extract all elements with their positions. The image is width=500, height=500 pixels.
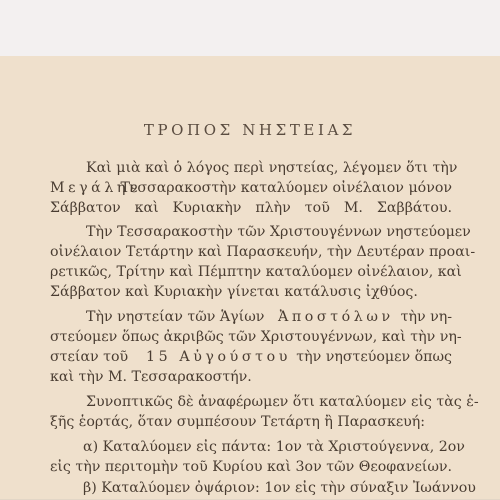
text-run: Τεσσαρακοστὴν καταλύομεν οἰνέλαιον μόνον (120, 180, 452, 196)
scanner-margin (0, 0, 500, 56)
paragraph-line (50, 394, 479, 411)
spaced-word: Μεγάλην (50, 180, 142, 196)
text-run: ρετικῶς, Τρίτην καὶ Πέμπτην καταλύομεν οἰνέλαιον, καὶ (50, 264, 462, 280)
document-title: ΤΡΟΠΟΣ ΝΗΣΤΕΙΑΣ (143, 121, 357, 139)
text-run: εἰς τὴν περιτομὴν τοῦ Κυρίου καὶ 3ον τῶν Θεοφανείων. (50, 459, 453, 475)
paragraph-line (50, 224, 471, 241)
paragraph-line (50, 284, 452, 301)
paragraph-line (50, 480, 476, 497)
text-run: Καὶ μιὰ καὶ ὁ λόγος περὶ νηστείας, λέγομεν ὅτι τὴν (86, 160, 458, 176)
text-run: Συνοπτικῶς δὲ ἀναφέρωμεν ὅτι καταλύομεν εἰς τὰς ἑ- (86, 394, 479, 410)
paragraph-line (50, 439, 465, 456)
text-run: καὶ τὴν Μ. Τεσσαρακοστήν. (50, 369, 252, 385)
text-run: στείαν τοῦ (50, 349, 129, 365)
paragraph-line (50, 200, 452, 217)
text-run: β) Καταλύομεν ὀψάριον: 1ον εἰς τὴν σύναξιν Ἰωάννου (83, 480, 476, 496)
paragraph-line (50, 459, 452, 476)
paragraph-line (50, 329, 462, 346)
paragraph-line (50, 414, 452, 431)
text-run: Τὴν Τεσσαρακοστὴν τῶν Χριστουγέννων νηστεύομεν (86, 224, 471, 240)
text-run: Σάββατον καὶ Κυριακὴν πλὴν τοῦ Μ. Σαββάτου. (50, 200, 452, 216)
text-run: Τὴν νηστείαν τῶν Ἁγίων (86, 309, 265, 325)
text-run: τὴν νη- (400, 309, 452, 325)
text-run: στεύομεν ὅπως ἀκριβῶς τῶν Χριστουγέννων, καὶ τὴν νη- (50, 329, 462, 345)
spaced-word: Ἀποστόλων (278, 309, 394, 325)
text-run: οἰνέλαιον Τετάρτην καὶ Παρασκευήν, τὴν Δευτέραν προαι- (50, 244, 476, 260)
paragraph-line (50, 244, 476, 261)
paragraph-line (50, 264, 462, 281)
text-run: τὴν νηστεύομεν ὅπως (296, 349, 452, 365)
paragraph-line (50, 160, 458, 177)
text-run: α) Καταλύομεν εἰς πάντα: 1ον τὰ Χριστούγεννα, 2ον (83, 439, 465, 455)
text-run: Σάββατον καὶ Κυριακὴν γίνεται κατάλυσις ἰχθύος. (50, 284, 418, 300)
text-run: ξῆς ἑορτάς, ὅταν συμπέσουν Τετάρτη ἢ Παρασκευή: (50, 414, 426, 430)
paragraph-line (50, 369, 452, 386)
spaced-word: 15 Αὐγούστου (146, 349, 291, 365)
